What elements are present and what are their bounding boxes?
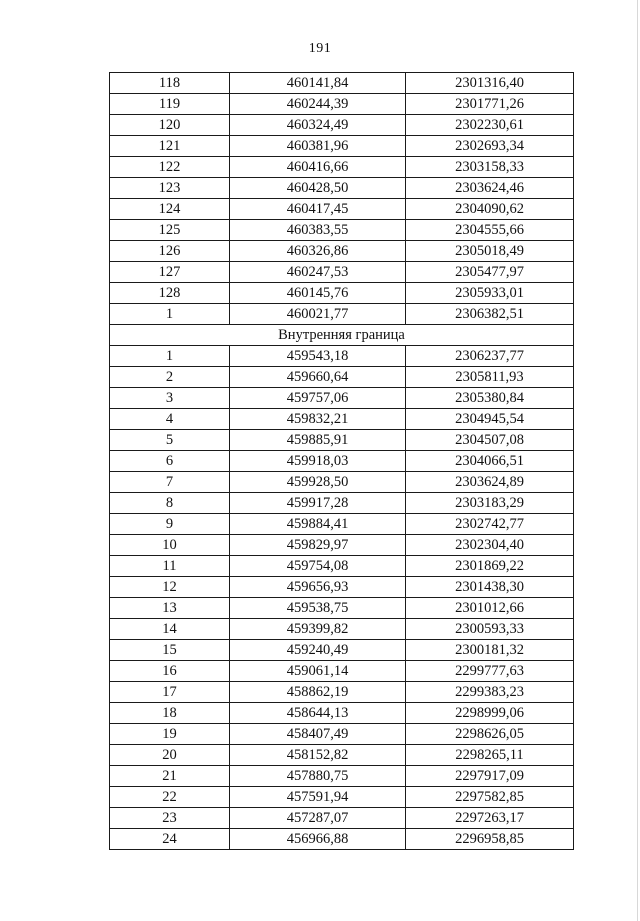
y-coordinate-cell: 2302693,34 bbox=[406, 136, 574, 157]
y-coordinate-cell: 2301316,40 bbox=[406, 73, 574, 94]
table-row bbox=[110, 787, 574, 808]
y-coordinate-cell: 2303183,29 bbox=[406, 493, 574, 514]
x-coordinate-cell: 460381,96 bbox=[230, 136, 406, 157]
x-coordinate-cell: 459757,06 bbox=[230, 388, 406, 409]
x-coordinate-cell: 459656,93 bbox=[230, 577, 406, 598]
point-number-cell: 22 bbox=[110, 787, 230, 808]
x-coordinate-cell: 458407,49 bbox=[230, 724, 406, 745]
x-coordinate-cell: 460416,66 bbox=[230, 157, 406, 178]
x-coordinate-cell: 460417,45 bbox=[230, 199, 406, 220]
y-coordinate-cell: 2297263,17 bbox=[406, 808, 574, 829]
y-coordinate-cell: 2301869,22 bbox=[406, 556, 574, 577]
x-coordinate-cell: 457287,07 bbox=[230, 808, 406, 829]
y-coordinate-cell: 2304066,51 bbox=[406, 451, 574, 472]
y-coordinate-cell: 2301012,66 bbox=[406, 598, 574, 619]
point-number-cell: 120 bbox=[110, 115, 230, 136]
table-row bbox=[110, 640, 574, 661]
x-coordinate-cell: 457591,94 bbox=[230, 787, 406, 808]
table-row bbox=[110, 766, 574, 787]
point-number-cell: 128 bbox=[110, 283, 230, 304]
point-number-cell: 3 bbox=[110, 388, 230, 409]
y-coordinate-cell: 2304945,54 bbox=[406, 409, 574, 430]
point-number-cell: 19 bbox=[110, 724, 230, 745]
table-row bbox=[110, 619, 574, 640]
y-coordinate-cell: 2297917,09 bbox=[406, 766, 574, 787]
table-row bbox=[110, 409, 574, 430]
point-number-cell: 121 bbox=[110, 136, 230, 157]
table-row bbox=[110, 136, 574, 157]
y-coordinate-cell: 2304507,08 bbox=[406, 430, 574, 451]
x-coordinate-cell: 459832,21 bbox=[230, 409, 406, 430]
x-coordinate-cell: 459829,97 bbox=[230, 535, 406, 556]
point-number-cell: 15 bbox=[110, 640, 230, 661]
inner-boundary-rows bbox=[110, 346, 574, 850]
y-coordinate-cell: 2298626,05 bbox=[406, 724, 574, 745]
point-number-cell: 14 bbox=[110, 619, 230, 640]
y-coordinate-cell: 2306237,77 bbox=[406, 346, 574, 367]
point-number-cell: 8 bbox=[110, 493, 230, 514]
table-row bbox=[110, 829, 574, 850]
y-coordinate-cell: 2297582,85 bbox=[406, 787, 574, 808]
table-row bbox=[110, 388, 574, 409]
table-row bbox=[110, 577, 574, 598]
x-coordinate-cell: 459918,03 bbox=[230, 451, 406, 472]
outer-boundary-rows bbox=[110, 73, 574, 325]
point-number-cell: 18 bbox=[110, 703, 230, 724]
point-number-cell: 6 bbox=[110, 451, 230, 472]
point-number-cell: 1 bbox=[110, 304, 230, 325]
table-row bbox=[110, 535, 574, 556]
point-number-cell: 126 bbox=[110, 241, 230, 262]
table-row bbox=[110, 94, 574, 115]
y-coordinate-cell: 2300181,32 bbox=[406, 640, 574, 661]
table-row bbox=[110, 367, 574, 388]
x-coordinate-cell: 460141,84 bbox=[230, 73, 406, 94]
table-row bbox=[110, 304, 574, 325]
x-coordinate-cell: 460244,39 bbox=[230, 94, 406, 115]
x-coordinate-cell: 457880,75 bbox=[230, 766, 406, 787]
point-number-cell: 4 bbox=[110, 409, 230, 430]
x-coordinate-cell: 459399,82 bbox=[230, 619, 406, 640]
page-number: 191 bbox=[308, 41, 332, 56]
y-coordinate-cell: 2305018,49 bbox=[406, 241, 574, 262]
x-coordinate-cell: 459884,41 bbox=[230, 514, 406, 535]
y-coordinate-cell: 2303624,46 bbox=[406, 178, 574, 199]
table-row bbox=[110, 346, 574, 367]
table-row bbox=[110, 73, 574, 94]
y-coordinate-cell: 2305811,93 bbox=[406, 367, 574, 388]
point-number-cell: 13 bbox=[110, 598, 230, 619]
point-number-cell: 12 bbox=[110, 577, 230, 598]
table-row bbox=[110, 262, 574, 283]
table-row bbox=[110, 598, 574, 619]
point-number-cell: 16 bbox=[110, 661, 230, 682]
table-row bbox=[110, 283, 574, 304]
table-row bbox=[110, 724, 574, 745]
table-row bbox=[110, 493, 574, 514]
point-number-cell: 24 bbox=[110, 829, 230, 850]
point-number-cell: 123 bbox=[110, 178, 230, 199]
y-coordinate-cell: 2305933,01 bbox=[406, 283, 574, 304]
table-row bbox=[110, 157, 574, 178]
x-coordinate-cell: 459538,75 bbox=[230, 598, 406, 619]
x-coordinate-cell: 458862,19 bbox=[230, 682, 406, 703]
x-coordinate-cell: 456966,88 bbox=[230, 829, 406, 850]
x-coordinate-cell: 460428,50 bbox=[230, 178, 406, 199]
point-number-cell: 124 bbox=[110, 199, 230, 220]
point-number-cell: 122 bbox=[110, 157, 230, 178]
x-coordinate-cell: 459543,18 bbox=[230, 346, 406, 367]
point-number-cell: 125 bbox=[110, 220, 230, 241]
y-coordinate-cell: 2298265,11 bbox=[406, 745, 574, 766]
x-coordinate-cell: 458644,13 bbox=[230, 703, 406, 724]
y-coordinate-cell: 2301771,26 bbox=[406, 94, 574, 115]
y-coordinate-cell: 2305380,84 bbox=[406, 388, 574, 409]
point-number-cell: 23 bbox=[110, 808, 230, 829]
point-number-cell: 21 bbox=[110, 766, 230, 787]
y-coordinate-cell: 2298999,06 bbox=[406, 703, 574, 724]
table-row bbox=[110, 241, 574, 262]
y-coordinate-cell: 2304555,66 bbox=[406, 220, 574, 241]
table-row bbox=[110, 115, 574, 136]
x-coordinate-cell: 460247,53 bbox=[230, 262, 406, 283]
x-coordinate-cell: 460021,77 bbox=[230, 304, 406, 325]
table-row bbox=[110, 556, 574, 577]
y-coordinate-cell: 2299383,23 bbox=[406, 682, 574, 703]
point-number-cell: 10 bbox=[110, 535, 230, 556]
y-coordinate-cell: 2296958,85 bbox=[406, 829, 574, 850]
x-coordinate-cell: 459240,49 bbox=[230, 640, 406, 661]
point-number-cell: 7 bbox=[110, 472, 230, 493]
section-header-row bbox=[110, 325, 574, 346]
y-coordinate-cell: 2303158,33 bbox=[406, 157, 574, 178]
y-coordinate-cell: 2302304,40 bbox=[406, 535, 574, 556]
x-coordinate-cell: 460324,49 bbox=[230, 115, 406, 136]
x-coordinate-cell: 460145,76 bbox=[230, 283, 406, 304]
y-coordinate-cell: 2301438,30 bbox=[406, 577, 574, 598]
y-coordinate-cell: 2299777,63 bbox=[406, 661, 574, 682]
x-coordinate-cell: 459885,91 bbox=[230, 430, 406, 451]
point-number-cell: 2 bbox=[110, 367, 230, 388]
table-row bbox=[110, 808, 574, 829]
table-row bbox=[110, 451, 574, 472]
coordinates-table bbox=[109, 72, 574, 850]
table-row bbox=[110, 682, 574, 703]
point-number-cell: 5 bbox=[110, 430, 230, 451]
y-coordinate-cell: 2302742,77 bbox=[406, 514, 574, 535]
point-number-cell: 9 bbox=[110, 514, 230, 535]
x-coordinate-cell: 459660,64 bbox=[230, 367, 406, 388]
table-row bbox=[110, 178, 574, 199]
point-number-cell: 1 bbox=[110, 346, 230, 367]
table-row bbox=[110, 703, 574, 724]
x-coordinate-cell: 460383,55 bbox=[230, 220, 406, 241]
y-coordinate-cell: 2306382,51 bbox=[406, 304, 574, 325]
table-row bbox=[110, 745, 574, 766]
x-coordinate-cell: 459061,14 bbox=[230, 661, 406, 682]
y-coordinate-cell: 2302230,61 bbox=[406, 115, 574, 136]
table-row bbox=[110, 514, 574, 535]
x-coordinate-cell: 460326,86 bbox=[230, 241, 406, 262]
section-header-group bbox=[110, 325, 574, 346]
x-coordinate-cell: 459917,28 bbox=[230, 493, 406, 514]
point-number-cell: 119 bbox=[110, 94, 230, 115]
y-coordinate-cell: 2303624,89 bbox=[406, 472, 574, 493]
table-row bbox=[110, 472, 574, 493]
y-coordinate-cell: 2304090,62 bbox=[406, 199, 574, 220]
x-coordinate-cell: 459928,50 bbox=[230, 472, 406, 493]
point-number-cell: 11 bbox=[110, 556, 230, 577]
point-number-cell: 118 bbox=[110, 73, 230, 94]
y-coordinate-cell: 2300593,33 bbox=[406, 619, 574, 640]
scan-edge bbox=[637, 0, 638, 921]
y-coordinate-cell: 2305477,97 bbox=[406, 262, 574, 283]
table-row bbox=[110, 220, 574, 241]
x-coordinate-cell: 459754,08 bbox=[230, 556, 406, 577]
table-row bbox=[110, 199, 574, 220]
table-row bbox=[110, 661, 574, 682]
section-title: Внутренняя граница bbox=[110, 325, 574, 346]
table-row bbox=[110, 430, 574, 451]
point-number-cell: 20 bbox=[110, 745, 230, 766]
point-number-cell: 127 bbox=[110, 262, 230, 283]
x-coordinate-cell: 458152,82 bbox=[230, 745, 406, 766]
point-number-cell: 17 bbox=[110, 682, 230, 703]
